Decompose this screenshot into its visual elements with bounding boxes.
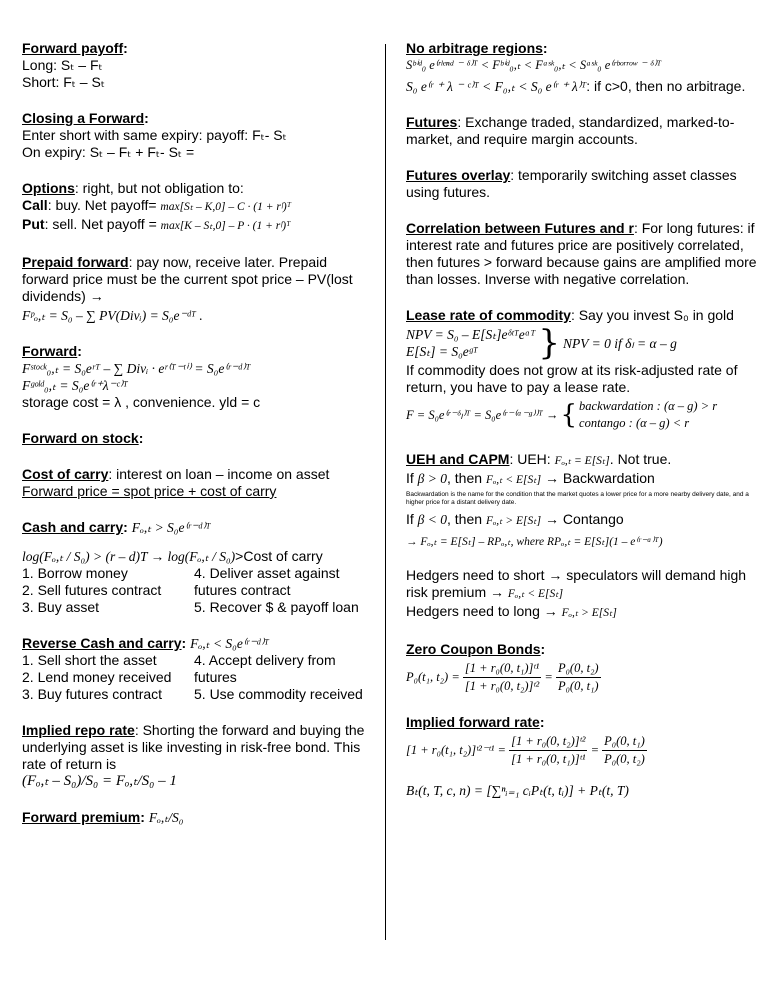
cash-step: 5. Recover $ & payoff loan (194, 599, 359, 615)
zcb-frac-1 (463, 660, 541, 695)
section-forward-on-stock: Forward on stock: (22, 430, 144, 446)
closing-line-1: Enter short with same expiry: payoff: Fₜ- Sₜ (22, 127, 287, 143)
heading-implied-forward: Implied forward rate (406, 714, 540, 730)
ifr-lhs: [1 + r₀(t₁, t₂)]ᵗ²⁻ᵗ¹ = (406, 743, 506, 757)
npv-line-1: NPV = S₀ – E[Sₜ]eᵟᵗᵀeᵅᵀ (406, 327, 536, 342)
column-divider (385, 44, 386, 940)
beta-pos: β > 0 (417, 471, 448, 486)
put-label: Put (22, 216, 45, 232)
npv-block (406, 323, 758, 363)
bond-formula: Bₜ(t, T, c, n) = [∑ⁿᵢ₌₁ cᵢPₜ(t, tᵢ)] + Pₜ(t, T) (406, 783, 629, 798)
ueh-formula: Fₒ,ₜ = E[Sₜ] (554, 455, 610, 467)
section-no-arbitrage: No arbitrage regions: Sᵇⁱᵈ₀ e⁽ʳˡᵉⁿᵈ ⁻ ᵟ⁾ᵀ < Fᵇⁱᵈ₀,ₜ < Fᵃˢᵏ₀,ₜ < Sᵃˢᵏ₀ e⁽ʳᵇᵒʳʳᵒʷ ⁻ ᵟ⁾ᵀ S₀ e⁽ʳ ⁺ λ ⁻ ᶜ⁾ᵀ < F₀,ₜ < S₀ e⁽ʳ ⁺ λ⁾ᵀ: if c>0, then no arbitrage. (406, 40, 758, 95)
section-ueh-capm (406, 451, 758, 622)
short-payoff: Short: Fₜ – Sₜ (22, 74, 105, 90)
put-text: : sell. Net payoff = (44, 216, 157, 232)
zcb-lhs: P₀(t₁, t₂) = (406, 670, 460, 684)
section-zero-coupon: Zero Coupon Bonds: P₀(t₁, t₂) = $\frac{\text{[1 + r₀(0, t₁)]ᵗ¹}}{\text{[1 + r₀(0, t₂)]ᵗ²}}$ = $\frac{\text{P₀(0, t₂)}}{\text{P₀(0, t₁)}}$ (406, 641, 758, 695)
beta-neg: β < 0 (417, 512, 448, 527)
heading-cash-and-carry: Cash and carry (22, 519, 124, 535)
implied-forward-formula: [1 + r₀(t₁, t₂)]ᵗ²⁻ᵗ¹ = $\frac{\text{[1 + r₀(0, t₂)]ᵗ²}}{\text{[1 + r₀(0, t₁)]ᵗ¹}}$ = $\frac{\text{P₀(0, t₁)}}{\text{P₀(0, t₂)}}$ (406, 734, 645, 766)
npv-line-2: E[Sₜ] = S₀eᵍᵀ (406, 344, 478, 359)
zcb-den-1: [1 + r₀(0, t₂)]ᵗ² (464, 679, 540, 693)
futures-text: : Exchange traded, standardized, marked-to-market, and require margin accounts. (406, 114, 735, 147)
hedgers-long-text: Hedgers need to long → (406, 603, 558, 619)
hedgers-short-text: Hedgers need to short → speculators will demand high risk premium → (406, 567, 747, 600)
heading-reverse-cash-carry: Reverse Cash and carry (22, 635, 182, 651)
heading-no-arbitrage: No arbitrage regions (406, 40, 543, 56)
heading-implied-repo: Implied repo rate (22, 722, 135, 738)
then-1: , then (447, 470, 483, 486)
section-prepaid-forward (22, 254, 372, 324)
call-formula: max[Sₜ – K,0] – C · (1 + rᶠ)ᵀ (160, 201, 292, 213)
section-closing-forward: Closing a Forward: Enter short with same expiry: payoff: Fₜ- Sₜ On expiry: Sₜ – Fₜ + Fₜ- Sₜ = (22, 110, 372, 161)
storage-cost-text: storage cost = λ , convenience. yld = c (22, 394, 261, 410)
cash-step: 1. Borrow money (22, 565, 128, 581)
right-column (406, 40, 758, 818)
heading-zero-coupon: Zero Coupon Bonds (406, 641, 541, 657)
closing-line-2: On expiry: Sₜ – Fₜ + Fₜ- Sₜ = (22, 144, 195, 160)
reverse-step: 3. Buy futures contract (22, 686, 163, 702)
forward-premium-formula: Fₒ,ₜ/S₀ (148, 810, 184, 825)
backwardation-label: → Backwardation (545, 470, 655, 486)
ifr-num-2: P₀(0, t₁) (602, 733, 647, 751)
cash-carry-log-formula: log(Fₒ,ₜ / S₀) > (r – d)T → log(Fₒ,ₜ / S₀) (22, 549, 236, 564)
then-2: , then (447, 511, 483, 527)
implied-repo-formula: (Fₒ,ₜ – S₀)/S₀ = Fₒ,ₜ/S₀ – 1 (22, 773, 177, 789)
section-implied-forward: Implied forward rate: [1 + r₀(t₁, t₂)]ᵗ²⁻ᵗ¹ = $\frac{\text{[1 + r₀(0, t₂)]ᵗ²}}{\text{[1 + r₀(0, t₁)]ᵗ¹}}$ = $\frac{\text{P₀(0, t₁)}}{\text{P₀(0, t₂)}}$ Bₜ(t, T, c, n) = [∑ⁿᵢ₌₁ cᵢPₜ(t, tᵢ)] + Pₜ(t, T) (406, 714, 758, 799)
lease-f-block (406, 398, 758, 432)
section-implied-repo (22, 722, 372, 790)
zcb-den-2: P₀(0, t₁) (557, 679, 599, 693)
cash-step: 3. Buy asset (22, 599, 100, 615)
ifr-den-2: P₀(0, t₂) (604, 752, 645, 766)
hedgers-long-formula: Fₒ,ₜ > E[Sₜ] (561, 607, 617, 619)
reverse-step: 5. Use commodity received (194, 686, 363, 702)
section-forward-payoff: Forward payoff: Long: Sₜ – Fₜ Short: Fₜ – Sₜ (22, 40, 372, 91)
backwardation-condition: backwardation : (α – g) > r (579, 399, 718, 413)
zcb-frac-2 (556, 660, 601, 695)
call-label: Call (22, 197, 48, 213)
heading-forward-payoff: Forward payoff (22, 40, 124, 56)
backwardation-note: Backwardation is the name for the condition that the market quotes a lower price for a more nearby delivery date, and a higher price for a distant delivery date. (406, 491, 749, 506)
lease-rate-text-2: If commodity does not grow at its risk-adjusted rate of return, you have to pay a lease rate. (406, 362, 738, 395)
ifr-frac-1 (509, 733, 587, 768)
zero-coupon-formula: P₀(t₁, t₂) = $\frac{\text{[1 + r₀(0, t₁)]ᵗ¹}}{\text{[1 + r₀(0, t₂)]ᵗ²}}$ = $\frac{\text{P₀(0, t₂)}}{\text{P₀(0, t₁)}}$ (406, 661, 599, 693)
section-cash-and-carry: Cash and carry: Fₒ,ₜ > S₀e⁽ʳ⁻ᵈ⁾ᵀ log(Fₒ,ₜ / S₀) > (r – d)T → log(Fₒ,ₜ / S₀)>Cost of carry 1. Borrow money 2. Sell futures contract 3. Buy asset 4. Deliver asset against futures contract 5. Recover $ & payoff loan (22, 519, 372, 616)
section-correlation (406, 220, 758, 288)
heading-ueh-capm: UEH and CAPM (406, 451, 510, 467)
risk-premium-formula: → Fₒ,ₜ = E[Sₜ] – RPₒ,ₜ, where RPₒ,ₜ = E[Sₜ](1 – e⁽ʳ⁻ᵅ⁾ᵀ) (406, 536, 663, 548)
section-futures (406, 114, 758, 148)
forward-stock-formula: Fˢᵗᵒᶜᵏ₀,ₜ = S₀eʳᵀ – ∑ Divᵢ · eʳ⁽ᵀ⁻ᵗⁱ⁾ = S₀e⁽ʳ⁻ᵈ⁾ᵀ (22, 361, 251, 376)
section-forward-premium: Forward premium: Fₒ,ₜ/S₀ (22, 809, 184, 825)
cash-carry-steps (22, 565, 372, 616)
no-arb-formula-2: S₀ e⁽ʳ ⁺ λ ⁻ ᶜ⁾ᵀ < F₀,ₜ < S₀ e⁽ʳ ⁺ λ⁾ᵀ (406, 79, 587, 94)
beta-neg-prefix: If (406, 511, 414, 527)
cash-step: 4. Deliver asset against futures contract (194, 565, 340, 598)
ueh-not-true: . Not true. (609, 451, 672, 467)
heading-prepaid-forward: Prepaid forward (22, 254, 129, 270)
heading-futures: Futures (406, 114, 458, 130)
beta-pos-prefix: If (406, 470, 414, 486)
reverse-step: 2. Lend money received (22, 669, 172, 685)
hedgers-short-formula: Fₒ,ₜ < E[Sₜ] (507, 588, 564, 600)
cash-carry-log-suffix: >Cost of carry (235, 548, 323, 564)
left-brace: { (560, 400, 578, 430)
call-text: : buy. Net payoff= (47, 197, 157, 213)
section-reverse-cash-carry: Reverse Cash and carry: Fₒ,ₜ < S₀e⁽ʳ⁻ᵈ⁾ᵀ 1. Sell short the asset 2. Lend money received 3. Buy futures contract 4. Accept delivery from futures 5. Use commodity received (22, 635, 372, 703)
ifr-frac-2 (602, 733, 647, 768)
left-column (22, 40, 372, 845)
beta-pos-result: Fₒ,ₜ < E[Sₜ] (485, 474, 542, 486)
prepaid-formula: Fᵖₒ,ₜ = S₀ – ∑ PV(Divᵢ) = S₀e⁻ᵈᵀ . (22, 308, 203, 323)
cash-carry-formula: Fₒ,ₜ > S₀e⁽ʳ⁻ᵈ⁾ᵀ (131, 520, 211, 535)
heading-lease-rate: Lease rate of commodity (406, 307, 571, 323)
heading-closing-forward: Closing a Forward (22, 110, 145, 126)
section-futures-overlay (406, 167, 758, 201)
beta-neg-result: Fₒ,ₜ > E[Sₜ] (485, 515, 542, 527)
cash-step: 2. Sell futures contract (22, 582, 162, 598)
heading-options: Options (22, 180, 75, 196)
no-arb-formula-1: Sᵇⁱᵈ₀ e⁽ʳˡᵉⁿᵈ ⁻ ᵟ⁾ᵀ < Fᵇⁱᵈ₀,ₜ < Fᵃˢᵏ₀,ₜ < Sᵃˢᵏ₀ e⁽ʳᵇᵒʳʳᵒʷ ⁻ ᵟ⁾ᵀ (406, 58, 662, 72)
heading-forward-premium: Forward premium (22, 809, 141, 825)
zcb-num-1: [1 + r₀(0, t₁)]ᵗ¹ (463, 660, 541, 678)
zcb-num-2: P₀(0, t₂) (556, 660, 601, 678)
forward-gold-formula: Fᵍᵒˡᵈ₀,ₜ = S₀e⁽ʳ⁺λ⁻ᶜ⁾ᵀ (22, 378, 128, 393)
heading-forward-on-stock: Forward on stock (22, 430, 139, 446)
right-brace: } (538, 323, 561, 363)
heading-cost-of-carry: Cost of carry (22, 466, 109, 482)
section-cost-of-carry (22, 466, 372, 500)
correlation-text: : For long futures: if interest rate and futures price are positively correlated, then futures > forward because gains are amplified more than losses. Inverse with negative correlation. (406, 220, 757, 287)
put-formula: max[K – Sₜ,0] – P · (1 + rᶠ)ᵀ (160, 220, 291, 232)
reverse-step: 4. Accept delivery from futures (194, 652, 336, 685)
reverse-steps (22, 652, 372, 703)
section-forward: Forward: Fˢᵗᵒᶜᵏ₀,ₜ = S₀eʳᵀ – ∑ Divᵢ · eʳ⁽ᵀ⁻ᵗⁱ⁾ = S₀e⁽ʳ⁻ᵈ⁾ᵀ Fᵍᵒˡᵈ₀,ₜ = S₀e⁽ʳ⁺λ⁻ᶜ⁾ᵀ storage cost = λ , convenience. yld = c (22, 343, 372, 411)
heading-futures-overlay: Futures overlay (406, 167, 511, 183)
contango-condition: contango : (α – g) < r (579, 416, 690, 430)
ifr-num-1: [1 + r₀(0, t₂)]ᵗ² (509, 733, 587, 751)
heading-forward: Forward (22, 343, 78, 359)
section-lease-rate (406, 307, 758, 432)
heading-correlation: Correlation between Futures and r (406, 220, 634, 236)
reverse-step: 1. Sell short the asset (22, 652, 157, 668)
ueh-text: : UEH: (509, 451, 551, 467)
reverse-formula: Fₒ,ₜ < S₀e⁽ʳ⁻ᵈ⁾ᵀ (190, 636, 270, 651)
contango-label: → Contango (545, 511, 624, 527)
long-payoff: Long: Sₜ – Fₜ (22, 57, 103, 73)
options-text: : right, but not obligation to: (74, 180, 244, 196)
lease-rate-text: : Say you invest S₀ in gold (570, 307, 734, 323)
cost-of-carry-line2: Forward price = spot price + cost of carry (22, 483, 277, 499)
prepaid-text: : pay now, receive later. Prepaid forward price must be the current spot price – PV(lost dividends) → (22, 254, 353, 304)
no-arb-text: : if c>0, then no arbitrage. (586, 78, 746, 94)
section-options (22, 180, 372, 235)
lease-f-formula: F = S₀e⁽ʳ⁻ᵟₗ⁾ᵀ = S₀e⁽ʳ⁻⁽ᵅ⁻ᵍ⁾⁾ᵀ → (406, 407, 559, 422)
futures-overlay-text: : temporarily switching asset classes using futures. (406, 167, 737, 200)
npv-condition: NPV = 0 if δₗ = α – g (563, 335, 677, 351)
ifr-den-1: [1 + r₀(0, t₁)]ᵗ¹ (511, 752, 586, 766)
implied-repo-text: : Shorting the forward and buying the underlying asset is like investing in risk-free bond. This rate of return is (22, 722, 365, 772)
cost-of-carry-text: : interest on loan – income on asset (108, 466, 330, 482)
